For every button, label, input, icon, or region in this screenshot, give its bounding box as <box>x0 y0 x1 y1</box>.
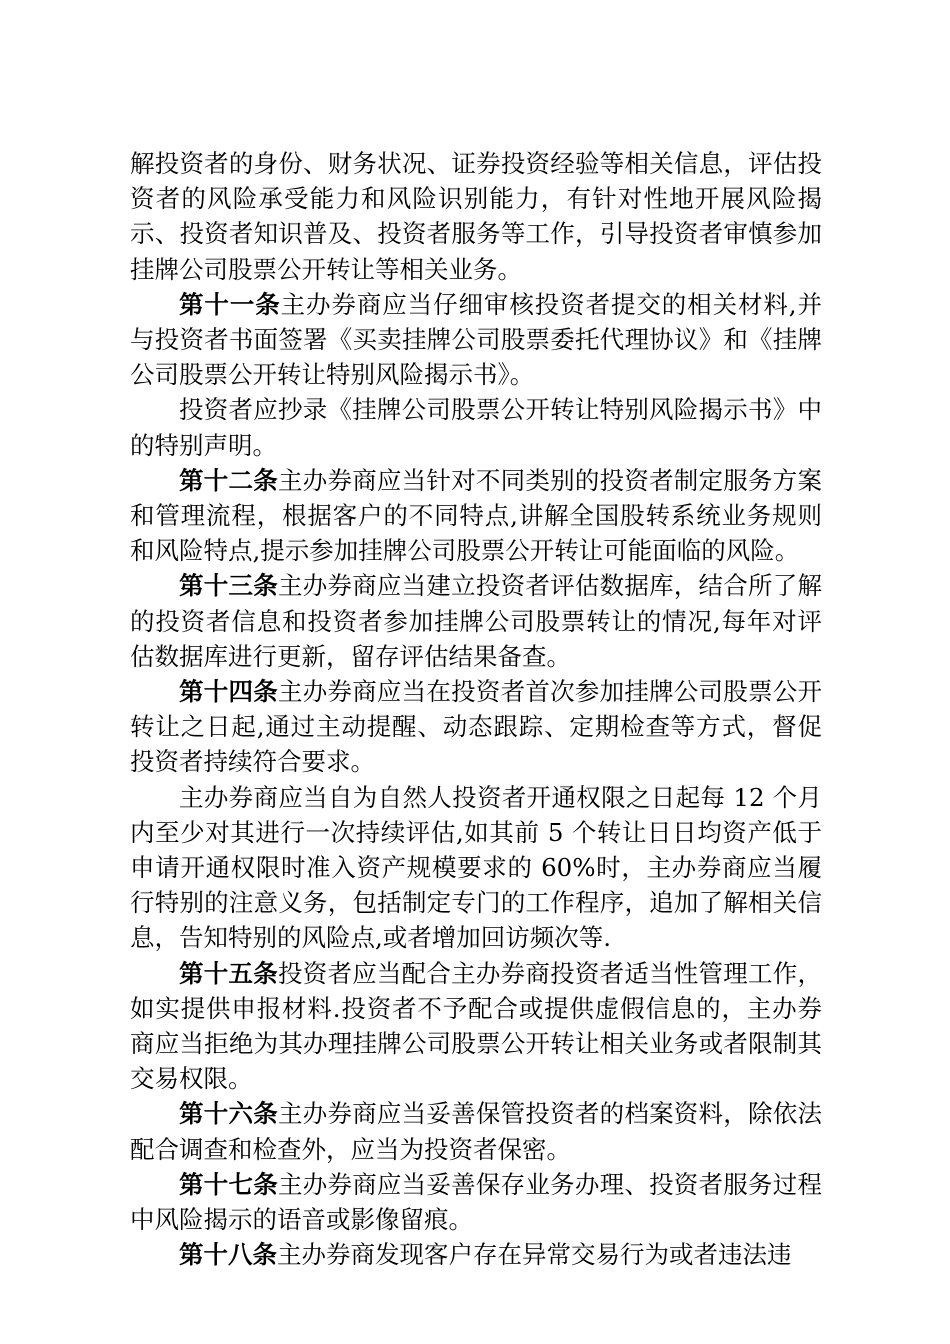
paragraph-text: 主办券商应当妥善保管投资者的档案资料，除依法配合调查和检查外，应当为投资者保密。 <box>130 1099 823 1164</box>
paragraph-continuous-evaluation <box>130 780 822 956</box>
paragraph-text: 主办券商应当自为自然人投资者开通权限之日起每 12 个月内至少对其进行一次持续评估,如其前 5 个转让日日均资产低于申请开通权限时准入资产规模要求的 60%时，主办券商应当履行特别的注意义务，包括制定专门的工作程序，追加了解相关信息，告知特别的风险点,或者增加回访频次等. <box>130 782 822 953</box>
article-number: 第十七条 <box>179 1169 278 1199</box>
article-15 <box>130 956 822 1097</box>
article-18 <box>130 1237 822 1272</box>
document-body <box>130 146 822 1273</box>
paragraph-text: 投资者应抄录《挂牌公司股票公开转让特别风险揭示书》中的特别声明。 <box>130 395 822 460</box>
paragraph-continuation <box>130 146 822 287</box>
article-number: 第十五条 <box>179 958 278 988</box>
paragraph-text: 投资者应当配合主办券商投资者适当性管理工作，如实提供申报材料.投资者不予配合或提供虚假信息的，主办券商应当拒绝为其办理挂牌公司股票公开转让相关业务或者限制其交易权限。 <box>130 958 823 1094</box>
paragraph-text: 主办券商应当妥善保存业务办理、投资者服务过程中风险揭示的语音或影像留痕。 <box>130 1169 823 1235</box>
article-number: 第十三条 <box>179 571 278 601</box>
article-14 <box>130 674 822 780</box>
article-number: 第十一条 <box>179 289 281 319</box>
article-12 <box>130 463 822 569</box>
article-number: 第十六条 <box>179 1099 278 1129</box>
paragraph-text: 主办券商应当在投资者首次参加挂牌公司股票公开转让之日起,通过主动提醒、动态跟踪、定期检查等方式，督促投资者持续符合要求。 <box>130 677 823 777</box>
paragraph-text: 解投资者的身份、财务状况、证券投资经验等相关信息，评估投资者的风险承受能力和风险识别能力，有针对性地开展风险揭示、投资者知识普及、投资者服务等工作，引导投资者审慎参加挂牌公司股票公开转让等相关业务。 <box>130 149 822 284</box>
paragraph-declaration <box>130 392 822 462</box>
article-number: 第十八条 <box>179 1240 277 1270</box>
paragraph-text: 主办券商应当建立投资者评估数据库，结合所了解的投资者信息和投资者参加挂牌公司股票转让的情况,每年对评估数据库进行更新，留存评估结果备查。 <box>130 571 823 671</box>
article-17 <box>130 1167 822 1237</box>
article-16 <box>130 1096 822 1166</box>
paragraph-text: 主办券商发现客户存在异常交易行为或者违法违 <box>277 1240 792 1270</box>
article-number: 第十四条 <box>179 677 278 707</box>
article-11 <box>130 287 822 393</box>
article-13 <box>130 568 822 674</box>
paragraph-text: 主办券商应当仔细审核投资者提交的相关材料,并与投资者书面签署《买卖挂牌公司股票委托代理协议》和《挂牌公司股票公开转让特别风险揭示书》。 <box>130 289 822 390</box>
paragraph-text: 主办券商应当针对不同类别的投资者制定服务方案和管理流程，根据客户的不同特点,讲解全国股转系统业务规则和风险特点,提示参加挂牌公司股票公开转让可能面临的风险。 <box>130 465 823 566</box>
article-number: 第十二条 <box>179 465 278 495</box>
